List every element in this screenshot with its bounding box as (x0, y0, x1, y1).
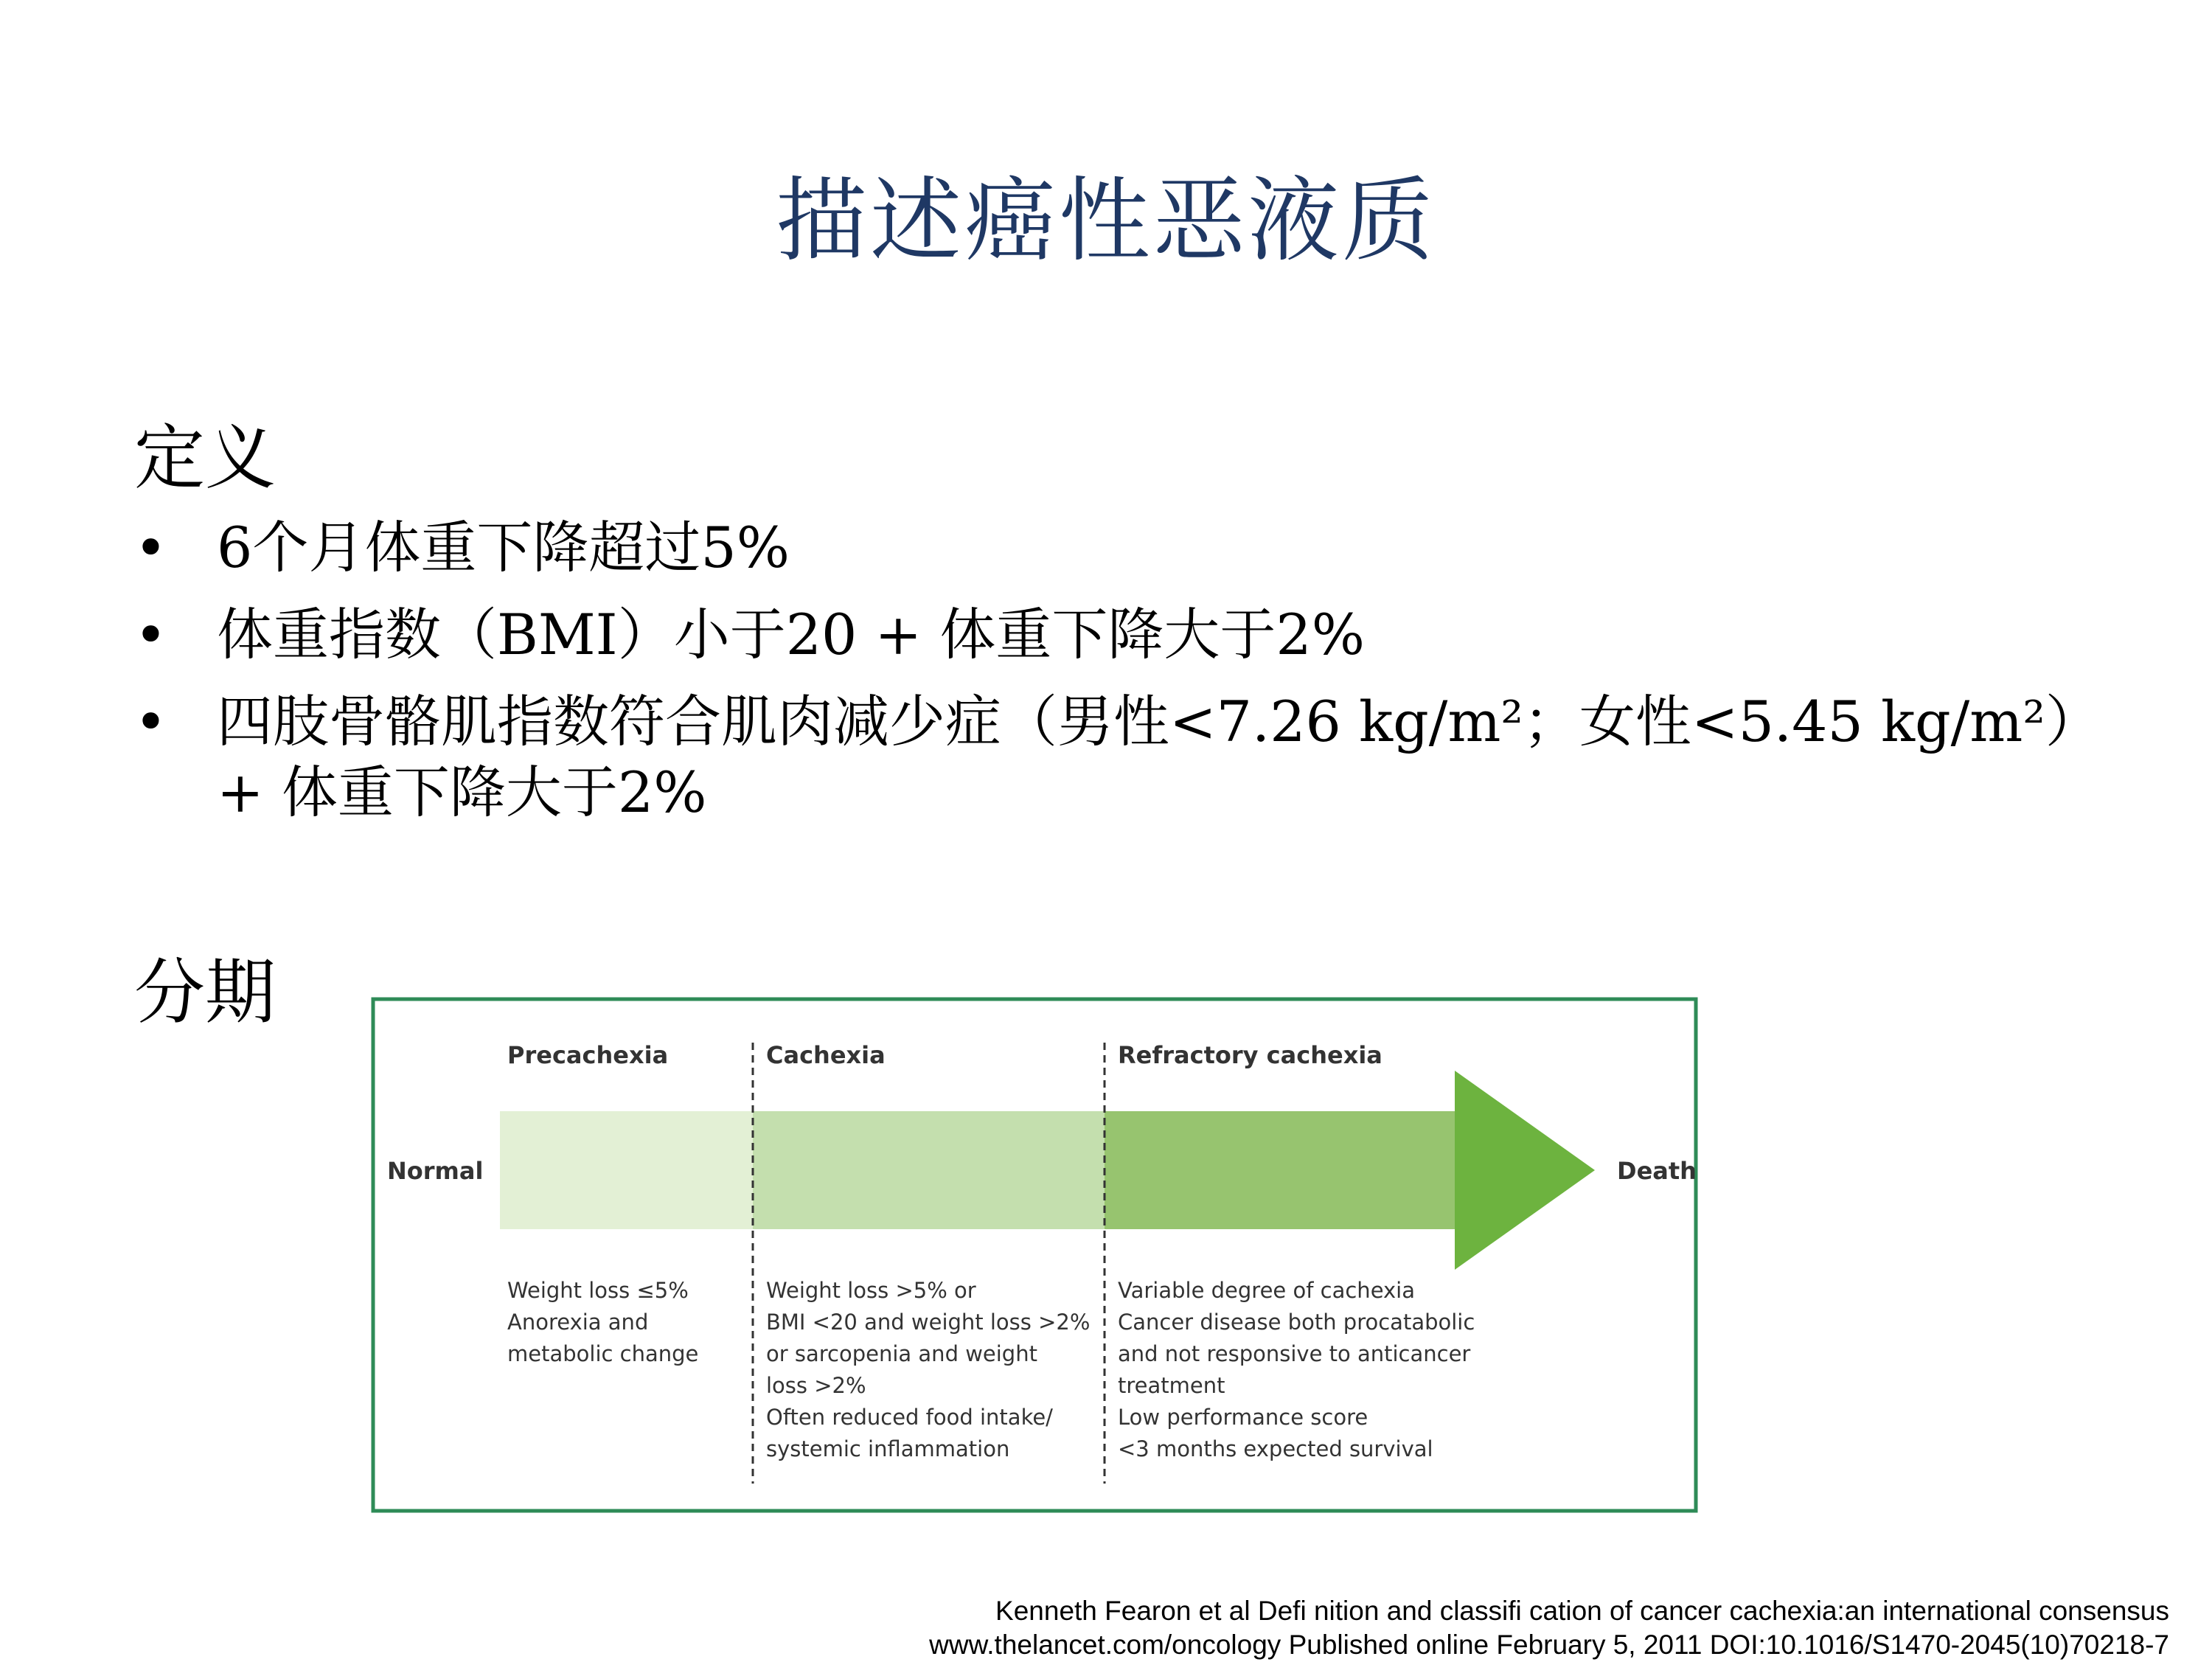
criteria-line: loss >2% (766, 1373, 866, 1398)
criteria-line: Variable degree of cachexia (1118, 1278, 1416, 1303)
criteria-line: Weight loss ≤5% (507, 1278, 689, 1303)
criteria-line: BMI <20 and weight loss >2% (766, 1310, 1091, 1335)
citation (929, 1594, 2169, 1662)
staging-heading: 分期 (134, 951, 276, 1034)
stage-name-refractory: Refractory cachexia (1118, 1041, 1382, 1069)
bullet-text: 四肢骨骼肌指数符合肌肉减少症（男性<7.26 kg/m²；女性<5.45 kg/m²）+ 体重下降大于2% (217, 689, 2073, 825)
criteria-line: Anorexia and (507, 1310, 649, 1335)
page-title: 描述癌性恶液质 (775, 168, 1436, 274)
criteria-line: and not responsive to anticancer (1118, 1341, 1471, 1366)
stage-band-cachexia (753, 1111, 1105, 1229)
bullet-icon: • (134, 602, 167, 667)
citation-line: www.thelancet.com/oncology Published online February 5, 2011 DOI:10.1016/S1470-2045(10)70218-7 (929, 1630, 2169, 1660)
stage-band-precachexia (500, 1111, 753, 1229)
criteria-line: or sarcopenia and weight (766, 1341, 1037, 1366)
criteria-line: systemic inflammation (766, 1436, 1010, 1461)
bullet-text: 6个月体重下降超过5% (217, 515, 790, 580)
cachexia-staging-diagram (371, 997, 1698, 1513)
stage-name-cachexia: Cachexia (766, 1041, 886, 1069)
list-item (134, 512, 2088, 583)
criteria-line: metabolic change (507, 1341, 699, 1366)
criteria-line: Weight loss >5% or (766, 1278, 976, 1303)
criteria-line: Low performance score (1118, 1405, 1368, 1430)
criteria-line: Often reduced food intake/ (766, 1405, 1053, 1430)
list-item (134, 686, 2088, 828)
bullet-icon: • (134, 515, 167, 580)
normal-label: Normal (387, 1157, 484, 1185)
criteria-line: Cancer disease both procatabolic (1118, 1310, 1475, 1335)
citation-line: Kenneth Fearon et al Defi nition and classifi cation of cancer cachexia:an international consensus (995, 1596, 2169, 1626)
definition-list (134, 512, 2088, 844)
death-label: Death (1617, 1157, 1697, 1185)
definition-heading: 定义 (134, 417, 276, 499)
bullet-icon: • (134, 689, 167, 754)
list-item (134, 599, 2088, 670)
criteria-line: treatment (1118, 1373, 1225, 1398)
criteria-line: <3 months expected survival (1118, 1436, 1433, 1461)
bullet-text: 体重指数（BMI）小于20 + 体重下降大于2% (217, 602, 1365, 667)
stage-name-precachexia: Precachexia (507, 1041, 669, 1069)
stage-band-refractory (1105, 1111, 1456, 1229)
diagram-frame (373, 999, 1696, 1511)
